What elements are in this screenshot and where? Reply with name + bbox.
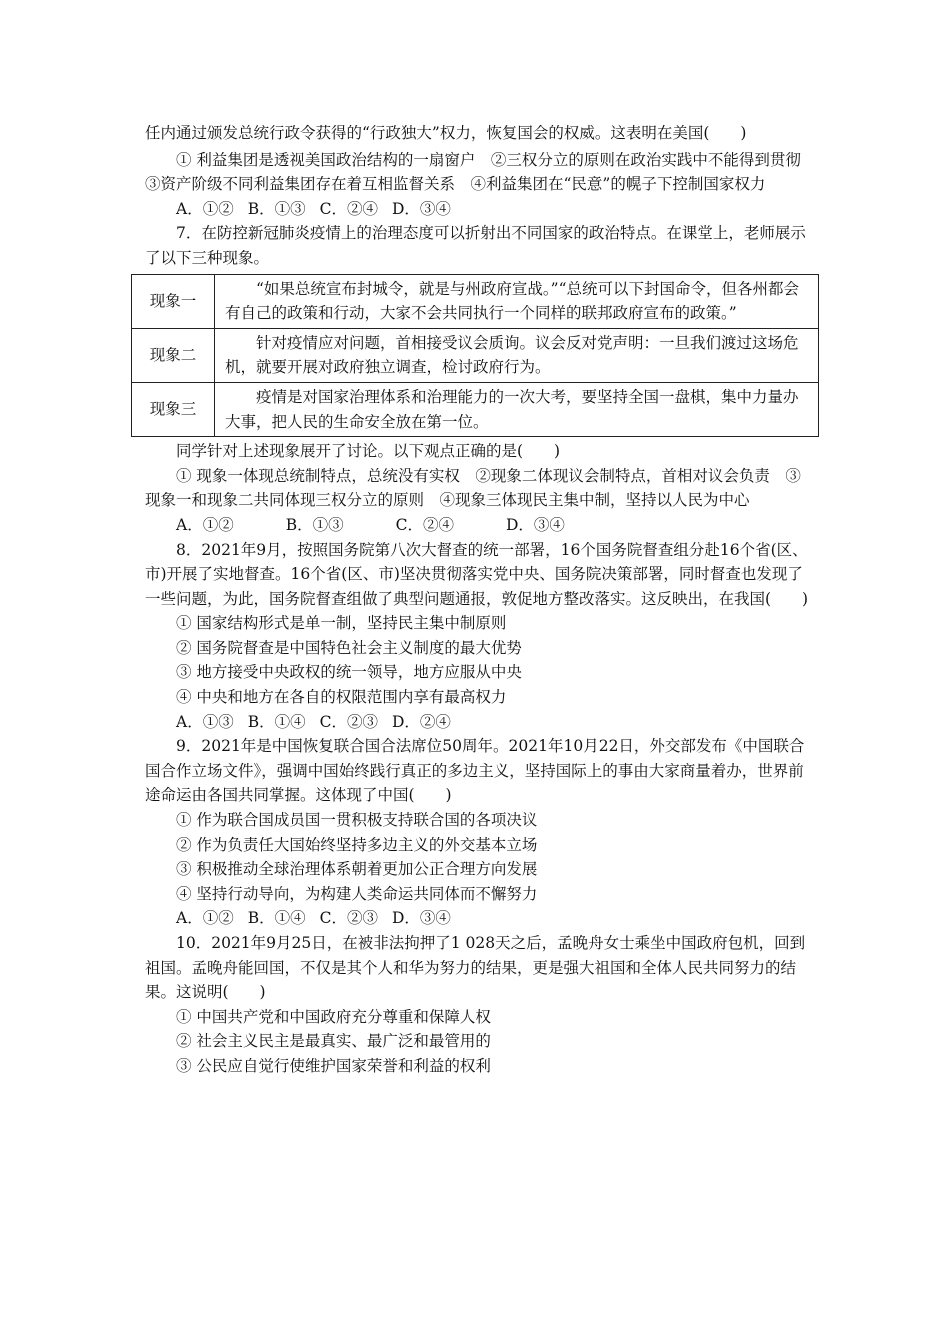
q7-answers — [145, 513, 810, 538]
q9-option: ④ 坚持行动导向，为构建人类命运共同体而不懈努力 — [176, 884, 538, 903]
table-row — [132, 382, 819, 436]
table-row — [132, 328, 819, 382]
q10-option: ③ 公民应自觉行使维护国家荣誉和利益的权利 — [176, 1056, 491, 1075]
q8-option: ③ 地方接受中央政权的统一领导，地方应服从中央 — [176, 663, 522, 682]
phenomena-table — [131, 274, 819, 438]
answer-b: B．①③ — [285, 515, 344, 534]
answer-d: D．②④ — [391, 712, 451, 731]
answer-a: A．①② — [176, 515, 234, 534]
exam-page — [145, 121, 817, 1079]
q9-stem: 9．2021年是中国恢复联合国合法席位50周年。2021年10月22日，外交部发布《中国联合国合作立场文件》，强调中国始终践行真正的多边主义，坚持国际上的事由大家商量着办，世界前途命运由各国共同掌握。这体现了中国( ) — [145, 737, 805, 805]
answer-b: B．①③ — [247, 199, 306, 218]
answer-d: D．③④ — [505, 515, 565, 534]
answer-c: C．②④ — [319, 199, 378, 218]
phenomenon-text: 针对疫情应对问题，首相接受议会质询。议会反对党声明：一旦我们渡过这场危机，就要开展对政府独立调查，检讨政府行为。 — [215, 328, 819, 382]
q8-answers — [145, 710, 810, 735]
answer-c: C．②④ — [395, 515, 454, 534]
answer-a: A．①② — [176, 909, 234, 928]
phenomenon-text: “如果总统宣布封城令，就是与州政府宣战。”“总统可以下封国命令，但各州都会有自己的政策和行动，大家不会共同执行一个同样的联邦政府宣布的政策。” — [215, 274, 819, 328]
q8-option: ② 国务院督查是中国特色社会主义制度的最大优势 — [176, 638, 522, 657]
answer-b: B．①④ — [247, 909, 306, 928]
q9-answers — [145, 906, 810, 931]
phenomenon-label: 现象一 — [132, 274, 215, 328]
q10-stem: 10．2021年9月25日，在被非法拘押了1 028天之后，孟晚舟女士乘坐中国政府包机，回到祖国。孟晚舟能回国，不仅是其个人和华为努力的结果，更是强大祖国和全体人民共同努力的结果。这说明( ) — [145, 934, 806, 1002]
q9-option: ① 作为联合国成员国一贯积极支持联合国的各项决议 — [176, 811, 538, 830]
answer-c: C．②③ — [319, 909, 378, 928]
answer-c: C．②③ — [319, 712, 378, 731]
q10-option: ① 中国共产党和中国政府充分尊重和保障人权 — [176, 1007, 491, 1026]
q7-stem: 7．在防控新冠肺炎疫情上的治理态度可以折射出不同国家的政治特点。在课堂上，老师展示了以下三种现象。 — [145, 224, 806, 267]
q8-option: ① 国家结构形式是单一制，坚持民主集中制原则 — [176, 614, 507, 633]
q10-option: ② 社会主义民主是最真实、最广泛和最管用的 — [176, 1032, 491, 1051]
q8-option: ④ 中央和地方在各自的权限范围内享有最高权力 — [176, 688, 507, 707]
q6-answers — [145, 197, 810, 222]
answer-a: A．①② — [176, 199, 234, 218]
answer-b: B．①④ — [247, 712, 306, 731]
q9-option: ③ 积极推动全球治理体系朝着更加公正合理方向发展 — [176, 860, 538, 879]
phenomenon-text: 疫情是对国家治理体系和治理能力的一次大考，要坚持全国一盘棋，集中力量办大事，把人民的生命安全放在第一位。 — [215, 382, 819, 436]
answer-a: A．①③ — [176, 712, 234, 731]
answer-d: D．③④ — [391, 199, 451, 218]
q7-followup: 同学针对上述现象展开了讨论。以下观点正确的是( ) — [176, 442, 561, 461]
phenomenon-label: 现象三 — [132, 382, 215, 436]
q6-stem: 任内通过颁发总统行政令获得的“行政独大”权力，恢复国会的权威。这表明在美国( ) — [145, 124, 747, 142]
q8-stem: 8．2021年9月，按照国务院第八次大督查的统一部署，16个国务院督查组分赴16个省(区、市)开展了实地督查。16个省(区、市)坚决贯彻落实党中央、国务院决策部署，同时督查也发现了一些问题，为此，国务院督查组做了典型问题通报，敦促地方整改落实。这反映出，在我国( ) — [145, 540, 809, 608]
q6-options: ① 利益集团是透视美国政治结构的一扇窗户 ②三权分立的原则在政治实践中不能得到贯彻 ③资产阶级不同利益集团存在着互相监督关系 ④利益集团在“民意”的幌子下控制国家权力 — [145, 150, 817, 194]
phenomenon-label: 现象二 — [132, 328, 215, 382]
table-row — [132, 274, 819, 328]
q9-option: ② 作为负责任大国始终坚持多边主义的外交基本立场 — [176, 835, 538, 854]
q7-options: ① 现象一体现总统制特点，总统没有实权 ②现象二体现议会制特点，首相对议会负责 ③现象一和现象二共同体现三权分立的原则 ④现象三体现民主集中制，坚持以人民为中心 — [145, 466, 801, 510]
answer-d: D．③④ — [391, 909, 451, 928]
